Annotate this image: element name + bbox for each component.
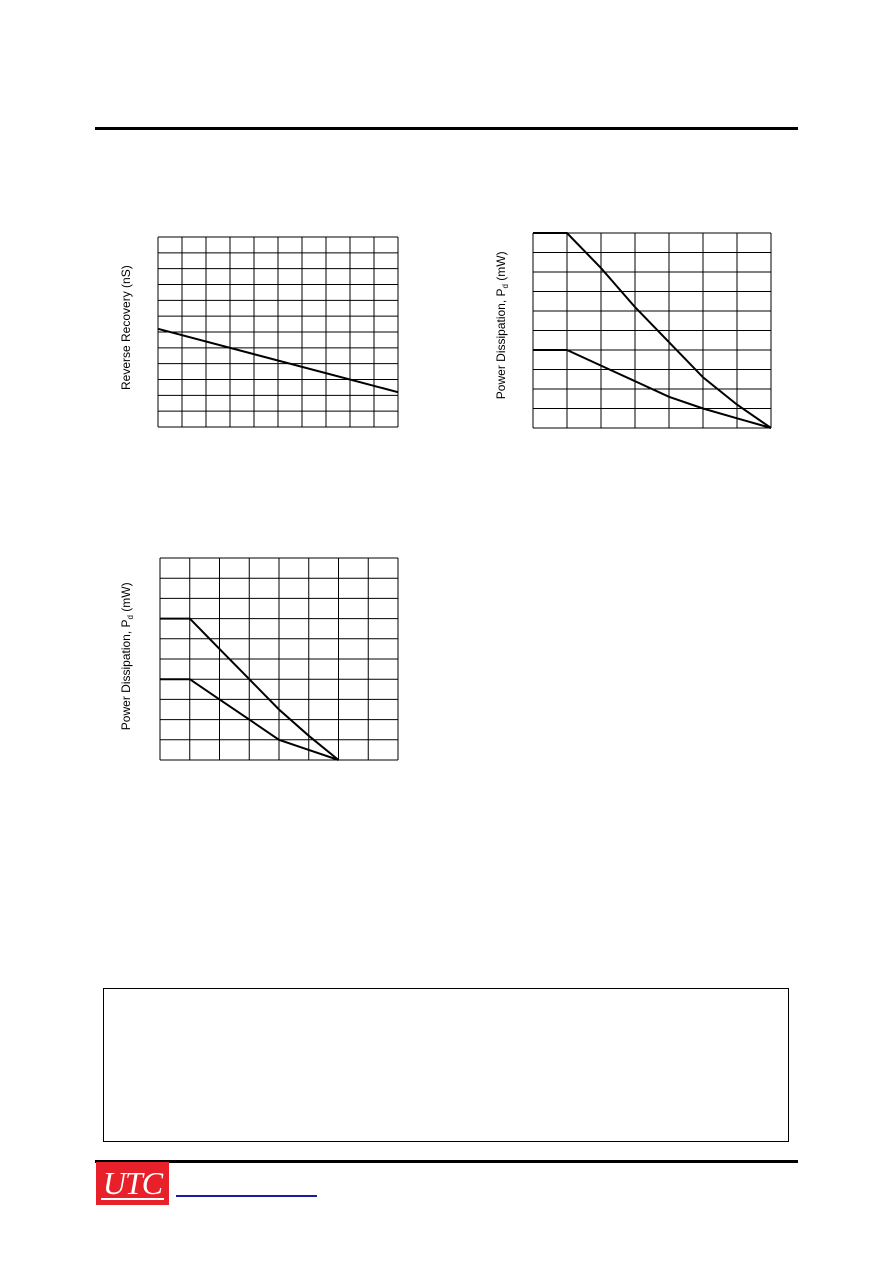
chart3-ylabel xyxy=(118,582,136,731)
website-link[interactable] xyxy=(176,1195,317,1197)
footer-rule xyxy=(95,1160,798,1163)
reverse-recovery-chart xyxy=(156,235,400,429)
chart2-ylabel-sub: d xyxy=(501,284,511,289)
chart2-ylabel xyxy=(493,251,511,400)
logo-text: UTC xyxy=(102,1164,163,1201)
note-box xyxy=(103,988,789,1142)
chart2-ylabel-text: Power Dissipation, P xyxy=(493,288,508,400)
chart2-ylabel-unit: (mW) xyxy=(493,251,508,285)
chart3-ylabel-sub: d xyxy=(126,615,136,620)
chart1-ylabel: Reverse Recovery (nS) xyxy=(119,265,133,390)
power-dissipation-chart-right xyxy=(531,231,775,431)
utc-logo xyxy=(96,1162,169,1205)
header-rule xyxy=(95,127,798,130)
chart3-ylabel-unit: (mW) xyxy=(118,582,133,616)
chart3-ylabel-text: Power Dissipation, P xyxy=(118,619,133,731)
power-dissipation-chart-left xyxy=(158,556,402,762)
